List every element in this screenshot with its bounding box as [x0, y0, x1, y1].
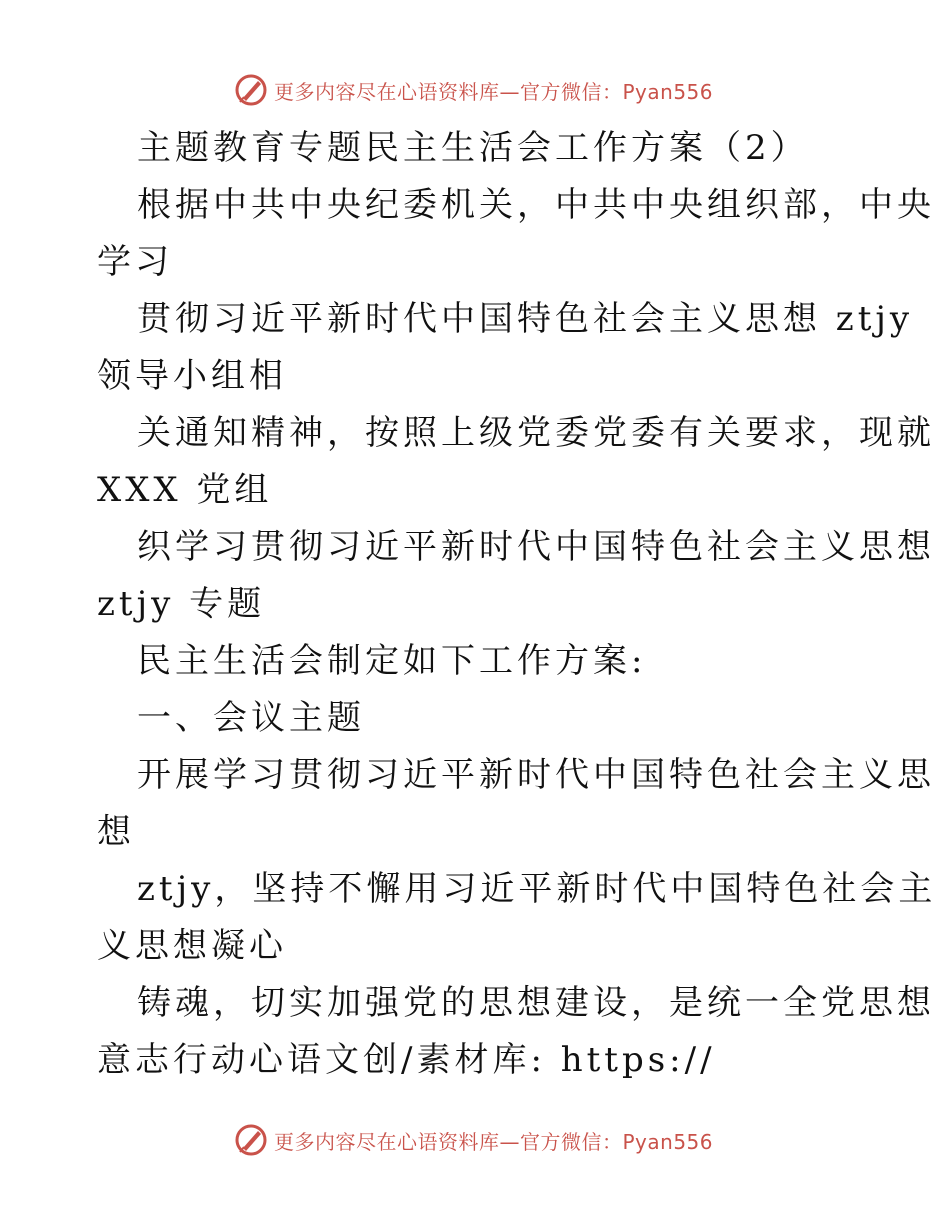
paragraph-line: 开展学习贯彻习近平新时代中国特色社会主义思	[137, 755, 935, 795]
footer-banner-text: 更多内容尽在心语资料库—官方微信：Pyan556	[274, 1129, 714, 1154]
paragraph-line: 织学习贯彻习近平新时代中国特色社会主义思想	[137, 527, 935, 567]
paragraph-line: XXX 党组	[97, 470, 273, 510]
paragraph-line: 关通知精神，按照上级党委党委有关要求，现就	[137, 413, 935, 453]
paragraph-line: 想	[97, 812, 135, 852]
header-banner-text: 更多内容尽在心语资料库—官方微信：Pyan556	[274, 79, 714, 104]
footer-banner	[234, 1120, 714, 1160]
header-banner	[234, 70, 714, 110]
paragraph-line: 学习	[97, 242, 173, 282]
paragraph-line: ztjy 专题	[97, 584, 266, 624]
paragraph-line: 根据中共中央纪委机关，中共中央组织部，中央	[137, 185, 935, 225]
document-body	[97, 120, 937, 1089]
paragraph-line: ztjy，坚持不懈用习近平新时代中国特色社会主	[137, 869, 937, 909]
quill-logo-icon	[234, 73, 268, 107]
paragraph-line: 义思想凝心	[97, 926, 287, 966]
paragraph-line: 贯彻习近平新时代中国特色社会主义思想 ztjy	[137, 299, 914, 339]
quill-logo-icon	[234, 1123, 268, 1157]
paragraph-line: 铸魂，切实加强党的思想建设，是统一全党思想	[137, 983, 935, 1023]
paragraph-line: 意志行动心语文创/素材库: https://	[97, 1040, 716, 1080]
paragraph-line: 领导小组相	[97, 356, 287, 396]
paragraph-line: 民主生活会制定如下工作方案:	[137, 641, 647, 681]
section-heading: 一、会议主题	[137, 698, 365, 738]
document-title: 主题教育专题民主生活会工作方案（2）	[137, 128, 809, 168]
